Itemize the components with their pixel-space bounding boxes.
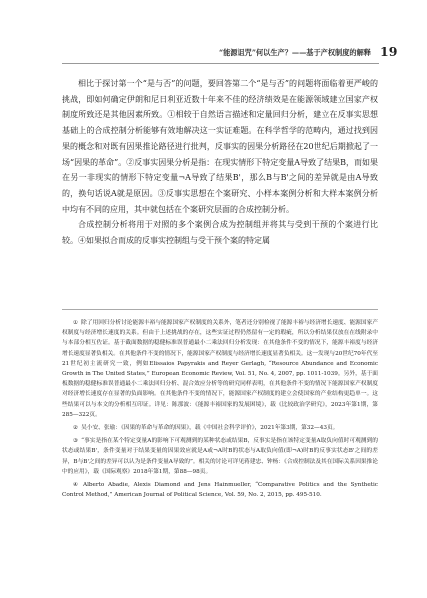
footnote-text: 除了用回归分析讨论能源丰裕与能源国家产权制度的关系外，笔者还分别检视了能源丰裕与经济增长速度、能源国家产权制度与经济增长速度的关系。但由于上述挑战的存在，这些实证过程仍然留有一定的瑕疵，所以分析结果仅放在在线附录中与本部分相互佐证。基于截面数据的稳健标准误普通最小二乘法回归分析发现：在其他条件不变的情况下，能源丰裕度与经济增长速度显著负相关。在其他条件不变的情况下，能源国家产权制度与经济增长速度显著负相关。这一发现与20世纪70年代至21世纪初主流研究一致，例如Elissaios Papyrakis and Reyer Gerlagh, “Resource Abundance and Economic Growth in The United States,” European Economic Review, Vol. 51, No. 4, 2007, pp. 1011-1039。另外，基于面板数据的稳健标准误普通最小二乘法回归分析、混合效应分析等的研究同样表明，在其他条件不变的情况下能源国家产权制度对经济增长速度存在显著的负面影响。在其他条件不变的情况下，能源国家产权制度的建立会使国家的产业结构更趋单一。这些结果可以与本文的分析相互印证。详见：陈那波：《能源丰裕国家的发展困境》，载《比较政治学研究》，2023年第1期，第285—322页。 xyxy=(62,320,378,418)
footnote-4 xyxy=(62,480,378,500)
footnote-text: 吴小安、张瑜：《因果的革命与革命的因果》，载《中国社会科学评价》，2021年第3期，第32—43页。 xyxy=(81,425,339,432)
page-number: 19 xyxy=(380,44,398,59)
footnote-text: “事实是指在某个特定变量A的影响下可观测到的某种状态或结果B，反事实是指在该特定变量A取负向值时可观测到的状态或结果B'，条件变量对于结果变量的因果效应就是A或¬A时B的状态与A取负向值(即¬A)时B的反事实状态B'之间的差异，B与B'之间的差异可以认为是条件变量A导致的”。相关的讨论可详见蒋建忠、钟杨：《合成控制法及其在国际关系因果推论中的应用》，载《国际观察》2018年第1期，第88—98页。 xyxy=(62,438,378,475)
footnote-1 xyxy=(62,318,378,420)
footnote-marker: ② xyxy=(73,425,79,432)
running-header: “能源诅咒”何以生产？——基于产权制度的解释 xyxy=(218,48,371,57)
header-rule xyxy=(62,63,379,64)
main-text xyxy=(62,76,378,249)
body-paragraph-2: 合成控制分析将用于对照的多个案例合成为控制组并将其与受到干预的个案进行比较。④如果拟合而成的反事实控制组与受干预个案的特定属 xyxy=(62,220,378,246)
footnote-marker: ④ xyxy=(73,482,80,489)
footnote-separator xyxy=(62,309,378,310)
footnotes xyxy=(62,318,378,503)
footnote-marker: ③ xyxy=(73,438,79,445)
footnote-marker: ① xyxy=(73,320,79,326)
footnote-2 xyxy=(62,423,378,433)
body-paragraph-1: 相比于探讨第一个“是与否”的问题，要回答第二个“是与否”的问题将面临着更严峻的挑战，即如何确定伊朗和尼日利亚近数十年来不佳的经济绩效是在能源领域建立国家产权制度所致还是其他因素所致。①相较于自然语言描述和定量回归分析，建立在反事实思想基础上的合成控制分析能够有效地解决这一实证难题。在科学哲学的范畴内，通过找到因果的概念和对既有因果推论路径进行批判，反事实的因果分析路径在20世纪后期掀起了一场“因果的革命”。②反事实因果分析是指：在现实情形下特定变量A导致了结果B，而如果在另一非现实的情形下特定变量¬A导致了结果B'，那么B与B'之间的差异就是由A导致的，换句话说A就是原因。③反事实思想在个案研究、小样本案例分析和大样本案例分析中均有不同的应用，其中就包括在个案研究层面的合成控制分析。 xyxy=(62,79,378,214)
footnote-3 xyxy=(62,436,378,477)
footnote-text: Alberto Abadie, Alexis Diamond and Jens Hainmueller, “Comparative Politics and the Synthetic Control Method,” American Journal of Political Science, Vol. 59, No. 2, 2015, pp. 495-510. xyxy=(62,482,378,499)
